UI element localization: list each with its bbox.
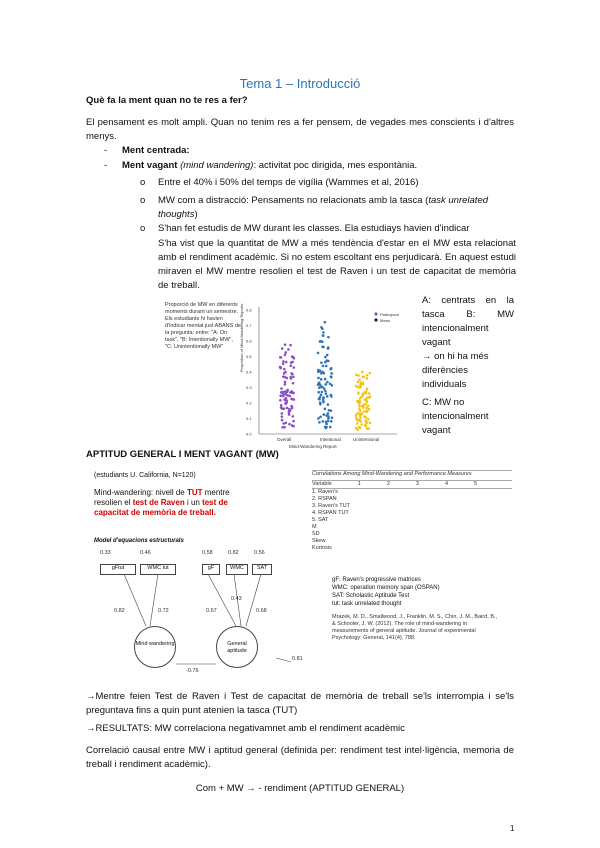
- scatter-point: [281, 415, 284, 418]
- sample-note: (estudiants U. California, N=120): [94, 472, 196, 479]
- reference: Mrazek, M. D., Smallwood, J., Franklin, M. S., Chin, J. M., Baird, B., & Schooler, J. W. (2012). The role of mind-wandering in measurements of general aptitude. Journal of experimental Psychology: General, 141(4), 788.: [332, 614, 498, 641]
- scatter-point: [357, 392, 360, 395]
- table-row: M: [312, 524, 317, 530]
- scatter-point: [368, 396, 371, 399]
- scatter-point: [282, 393, 285, 396]
- x-tick-intentional: Intentional: [320, 437, 341, 442]
- scatter-point: [330, 409, 333, 412]
- scatter-point: [291, 424, 294, 427]
- scatter-point: [283, 372, 286, 375]
- side-note-c: C: MW no intencionalment vagant: [422, 397, 489, 436]
- scatter-point: [324, 383, 327, 386]
- scatter-point: [290, 364, 293, 367]
- scatter-point: [356, 412, 359, 415]
- scatter-point: [326, 354, 329, 357]
- scatter-point: [280, 404, 283, 407]
- intro-paragraph: El pensament es molt ampli. Quan no tenim res a fer pensem, de vegades mes conscients i d'altres menys.: [86, 117, 514, 142]
- scatter-point: [326, 381, 329, 384]
- path-coefficient: -0.76: [186, 668, 199, 674]
- summary-formula: Com + MW → - rendiment (APTITUD GENERAL): [195, 783, 405, 794]
- scatter-point: [324, 321, 327, 324]
- scatter-point: [322, 399, 325, 402]
- y-tick-label: 0.6: [246, 338, 252, 344]
- scatter-point: [319, 416, 322, 419]
- scatter-point: [289, 376, 292, 379]
- scatter-point: [321, 340, 324, 343]
- scatter-point: [321, 386, 324, 389]
- scatter-point: [281, 347, 284, 350]
- scatter-point: [363, 376, 366, 379]
- th: 3: [415, 481, 419, 487]
- scatter-point: [368, 392, 371, 395]
- scatter-point: [317, 391, 320, 394]
- load-4: 0.43: [231, 596, 242, 602]
- scatter-point: [321, 371, 324, 374]
- scatter-point: [291, 355, 294, 358]
- mw-description: Mind-wandering: nivell de TUT mentre resolien el test de Raven i un test de capacitat de memòria de treball.: [94, 488, 230, 517]
- scatter-point: [355, 416, 358, 419]
- scatter-point: [292, 366, 295, 369]
- scatter-point: [321, 391, 324, 394]
- scatter-plot: [237, 302, 405, 452]
- sub-bullet-marker: o: [140, 195, 146, 206]
- table-title: Correlations Among Mind-Wandering and Performance Measures: [312, 471, 472, 477]
- scatter-point: [320, 394, 323, 397]
- scatter-point: [284, 354, 287, 357]
- scatter-point: [359, 397, 362, 400]
- scatter-point: [279, 366, 282, 369]
- scatter-point: [362, 382, 365, 385]
- scatter-point: [290, 405, 293, 408]
- scatter-point: [288, 423, 291, 426]
- scatter-point: [283, 407, 286, 410]
- scatter-point: [359, 385, 362, 388]
- scatter-point: [327, 403, 330, 406]
- scatter-point: [280, 387, 283, 390]
- scatter-point: [281, 412, 284, 415]
- box-gftut: gFtut: [100, 564, 136, 575]
- scatter-point: [284, 383, 287, 386]
- scatter-point: [293, 398, 296, 401]
- scatter-point: [279, 399, 282, 402]
- latent-general-aptitude: General aptitude: [216, 626, 258, 668]
- scatter-point: [318, 421, 321, 424]
- scatter-point: [322, 420, 325, 423]
- scatter-point: [281, 419, 284, 422]
- scatter-point: [317, 352, 320, 355]
- scatter-point: [285, 361, 288, 364]
- load-wmctut: 0.46: [140, 550, 151, 556]
- scatter-point: [357, 381, 360, 384]
- th: 5: [474, 481, 478, 487]
- correlation-table: [312, 470, 512, 571]
- scatter-point: [365, 398, 368, 401]
- scatter-point: [329, 394, 332, 397]
- scatter-point: [318, 386, 321, 389]
- scatter-point: [283, 426, 286, 429]
- scatter-point: [330, 420, 333, 423]
- scatter-point: [360, 423, 363, 426]
- scatter-point: [320, 326, 323, 329]
- load-gftut: 0.33: [100, 550, 111, 556]
- scatter-point: [367, 427, 370, 430]
- box-wmctut: WMC tut: [140, 564, 176, 575]
- table-row: 1. Raven's: [312, 489, 338, 495]
- scatter-point: [327, 347, 330, 350]
- scatter-point: [291, 361, 294, 364]
- scatter-point: [284, 390, 287, 393]
- load-gf: 0.58: [202, 550, 213, 556]
- scatter-point: [280, 356, 283, 359]
- y-tick-label: 0.5: [246, 354, 252, 359]
- page-number: 1: [510, 824, 515, 833]
- scatter-point: [324, 361, 327, 364]
- scatter-point: [282, 360, 285, 363]
- scatter-point: [358, 405, 361, 408]
- scatter-point: [366, 377, 369, 380]
- scatter-point: [292, 382, 295, 385]
- scatter-point: [285, 393, 288, 396]
- aptitude-figure: [86, 468, 516, 683]
- x-axis-label: Mind-Wandering Report: [289, 444, 337, 449]
- scatter-point: [368, 372, 371, 375]
- scatter-point: [329, 426, 332, 429]
- scatter-point: [355, 374, 358, 377]
- load-wmc: 0.82: [228, 550, 239, 556]
- scatter-point: [366, 387, 369, 390]
- scatter-point: [367, 404, 370, 407]
- scatter-point: [320, 378, 323, 381]
- paragraph-interruption: →Mentre feien Test de Raven i Test de capacitat de memòria de treball se'ls interrompia i se'ls preguntava fins a quin punt atenien la tasca (TUT): [86, 691, 514, 716]
- scatter-point: [325, 426, 328, 429]
- scatter-point: [284, 343, 287, 346]
- scatter-point: [365, 422, 368, 425]
- scatter-point: [361, 405, 364, 408]
- scatter-point: [366, 374, 369, 377]
- scatter-point: [286, 407, 289, 410]
- scatter-point: [285, 401, 288, 404]
- legend-participant: Participant: [380, 312, 399, 317]
- sub-bullet-classes: S'han fet estudis de MW durant les classes. Ela estudiays havien d'indicar: [158, 223, 470, 234]
- scatter-point: [361, 371, 364, 374]
- figure-caption: Proporció de MW en diferents moments durant un semestre. Els estudiants hi havien d'indicar mental just ABANS de la pregunta: entre: "A: On task", "B: Intentionally MW", "C: Unintentionally MW": [165, 302, 241, 350]
- scatter-point: [284, 381, 287, 384]
- load-sat: 0.56: [254, 550, 265, 556]
- table-row: 2. RSPAN: [312, 496, 337, 502]
- scatter-point: [319, 396, 322, 399]
- scatter-point: [282, 362, 285, 365]
- bullet-focused-mind: Ment centrada:: [122, 145, 190, 156]
- scatter-point: [323, 387, 326, 390]
- side-note-a-b: A: centrats en la tasca B: MW intencionalment vagant: [422, 295, 514, 348]
- scatter-point: [319, 340, 322, 343]
- scatter-point: [330, 372, 333, 375]
- scatter-point: [358, 378, 361, 381]
- scatter-point: [279, 394, 282, 397]
- legend-line: WMC: operation memory span (OSPAN): [332, 585, 440, 591]
- scatter-point: [322, 365, 325, 368]
- scatter-point: [285, 422, 288, 425]
- scatter-point: [322, 413, 325, 416]
- scatter-point: [362, 394, 365, 397]
- scatter-point: [357, 374, 360, 377]
- x-tick-unintentional: Unintentional: [353, 437, 380, 442]
- bullet-dash: -: [104, 160, 108, 171]
- scatter-point: [322, 334, 325, 337]
- scatter-point: [325, 365, 328, 368]
- scatter-point: [289, 344, 292, 347]
- legend-line: gF: Raven's progressive matrices: [332, 577, 421, 583]
- scatter-point: [326, 395, 329, 398]
- scatter-point: [317, 383, 320, 386]
- table-rows: [312, 489, 512, 552]
- scatter-point: [284, 376, 287, 379]
- scatter-point: [356, 428, 359, 431]
- box-wmc: WMC: [226, 564, 248, 575]
- table-row: SD: [312, 531, 320, 537]
- y-tick-label: 0.7: [246, 323, 252, 328]
- legend-mean: Mean: [380, 318, 391, 323]
- scatter-point: [325, 423, 328, 426]
- scatter-point: [292, 415, 295, 418]
- y-tick-label: 0.0: [246, 431, 252, 437]
- scatter-point: [327, 336, 330, 339]
- scatter-point: [331, 416, 334, 419]
- table-row: 5. SAT: [312, 517, 329, 523]
- scatter-point: [319, 369, 322, 372]
- scatter-point: [290, 372, 293, 375]
- figure-legend: [332, 576, 512, 608]
- scatter-point: [365, 407, 368, 410]
- heading-what-does-mind-do: Què fa la ment quan no te res a fer?: [86, 95, 248, 106]
- scatter-point: [324, 408, 327, 411]
- paragraph-results: S'ha vist que la quantitat de MW a més tendència d'estar en el MW esta relacionat amb el rendiment acadèmic. Si no estem escoltant ens perjudicarà. En aquest estudi miraven el MW mentre resolien el test de Raven i un test de capacitat de memòria de treball.: [158, 238, 516, 291]
- scatter-point: [359, 409, 362, 412]
- scatter-point: [330, 375, 333, 378]
- scatter-point: [289, 395, 292, 398]
- scatter-point: [358, 419, 361, 422]
- scatter-point: [330, 367, 333, 370]
- scatter-point: [292, 392, 295, 395]
- scatter-point: [284, 351, 287, 354]
- table-row: Skew: [312, 538, 326, 544]
- th: 2: [386, 481, 390, 487]
- y-tick-label: 0.2: [246, 400, 252, 406]
- load-5: 0.68: [256, 608, 267, 614]
- th: 1: [357, 481, 361, 487]
- scatter-point: [292, 420, 295, 423]
- scatter-point: [320, 361, 323, 364]
- heading-general-aptitude: APTITUD GENERAL I MENT VAGANT (MW): [86, 449, 279, 460]
- scatter-point: [321, 345, 324, 348]
- scatter-point: [357, 386, 360, 389]
- page-title: Tema 1 – Introducció: [239, 76, 361, 91]
- table-row: 4. RSPAN TUT: [312, 510, 349, 516]
- table-row: Kurtosis: [312, 545, 332, 551]
- sub-bullet-marker: o: [140, 177, 146, 188]
- scatter-point: [324, 356, 327, 359]
- box-sat: SAT: [252, 564, 272, 575]
- legend-line: tut: task unrelated thought: [332, 601, 402, 607]
- sub-bullet-vigil: Entre el 40% i 50% del temps de vigília (Wammes et al, 2016): [158, 177, 419, 188]
- scatter-point: [317, 417, 320, 420]
- table-header: [312, 480, 512, 489]
- y-tick-label: 0.1: [246, 416, 252, 421]
- scatter-point: [368, 422, 371, 425]
- scatter-point: [363, 415, 366, 418]
- svg-text:Proportion of Mind-Wandering R: Proportion of Mind-Wandering Reports: [239, 303, 244, 372]
- scatter-point: [358, 399, 361, 402]
- bullet-wandering-mind: Ment vagant (mind wandering): activitat poc dirigida, mes espontània.: [122, 160, 418, 171]
- scatter-point: [359, 415, 362, 418]
- scatter-point: [324, 378, 327, 381]
- bullet-dash: -: [104, 145, 108, 156]
- x-tick-overall: Overall: [277, 437, 292, 442]
- scatter-point: [280, 391, 283, 394]
- paragraph-causal: Correlació causal entre MW i aptitud general (definida per: rendiment test intel·ligència, memoria de treball i rendiment acadèmic).: [86, 745, 514, 770]
- scatter-point: [287, 348, 290, 351]
- scatter-point: [365, 403, 368, 406]
- scatter-point: [322, 331, 325, 334]
- scatter-point: [288, 410, 291, 413]
- scatter-point: [356, 422, 359, 425]
- sub-bullet-marker: o: [140, 223, 146, 234]
- scatter-point: [325, 414, 328, 417]
- scatter-point: [327, 417, 330, 420]
- model-title: Model d'equacions estructurals: [94, 538, 184, 544]
- y-tick-label: 0.3: [246, 385, 252, 390]
- load-2: 0.72: [158, 608, 169, 614]
- scatter-point: [285, 397, 288, 400]
- load-1: 0.82: [114, 608, 125, 614]
- box-gf: gF: [202, 564, 220, 575]
- scatter-point: [325, 392, 328, 395]
- legend-line: SAT: Scholastic Aptitude Test: [332, 593, 410, 599]
- scatter-point: [324, 390, 327, 393]
- scatter-point: [366, 409, 369, 412]
- y-tick-label: 0.4: [246, 369, 252, 375]
- mw-scatter-figure: [165, 302, 405, 452]
- residual: 0.81: [292, 656, 303, 662]
- scatter-point: [329, 382, 332, 385]
- th: Variable: [312, 481, 332, 487]
- scatter-point: [359, 427, 362, 430]
- side-note-individual-differences: → on hi ha més diferències individuals: [422, 351, 489, 390]
- sub-bullet-distraction: MW com a distracció: Pensaments no relacionats amb la tasca (task unrelated thoughts): [158, 195, 489, 220]
- latent-mind-wandering: Mind wandering: [134, 626, 176, 668]
- scatter-point: [363, 410, 366, 413]
- y-tick-label: 0.8: [246, 307, 252, 313]
- paragraph-results-mw: →RESULTATS: MW correlaciona negativamnet amb el rendiment acadèmic: [86, 723, 405, 734]
- table-row: 3. Raven's TUT: [312, 503, 350, 509]
- scatter-point: [317, 377, 320, 380]
- scatter-point: [292, 376, 295, 379]
- load-3: 0.67: [206, 608, 217, 614]
- scatter-point: [283, 368, 286, 371]
- scatter-point: [367, 418, 370, 421]
- scatter-point: [319, 403, 322, 406]
- scatter-point: [289, 391, 292, 394]
- th: 4: [444, 481, 449, 487]
